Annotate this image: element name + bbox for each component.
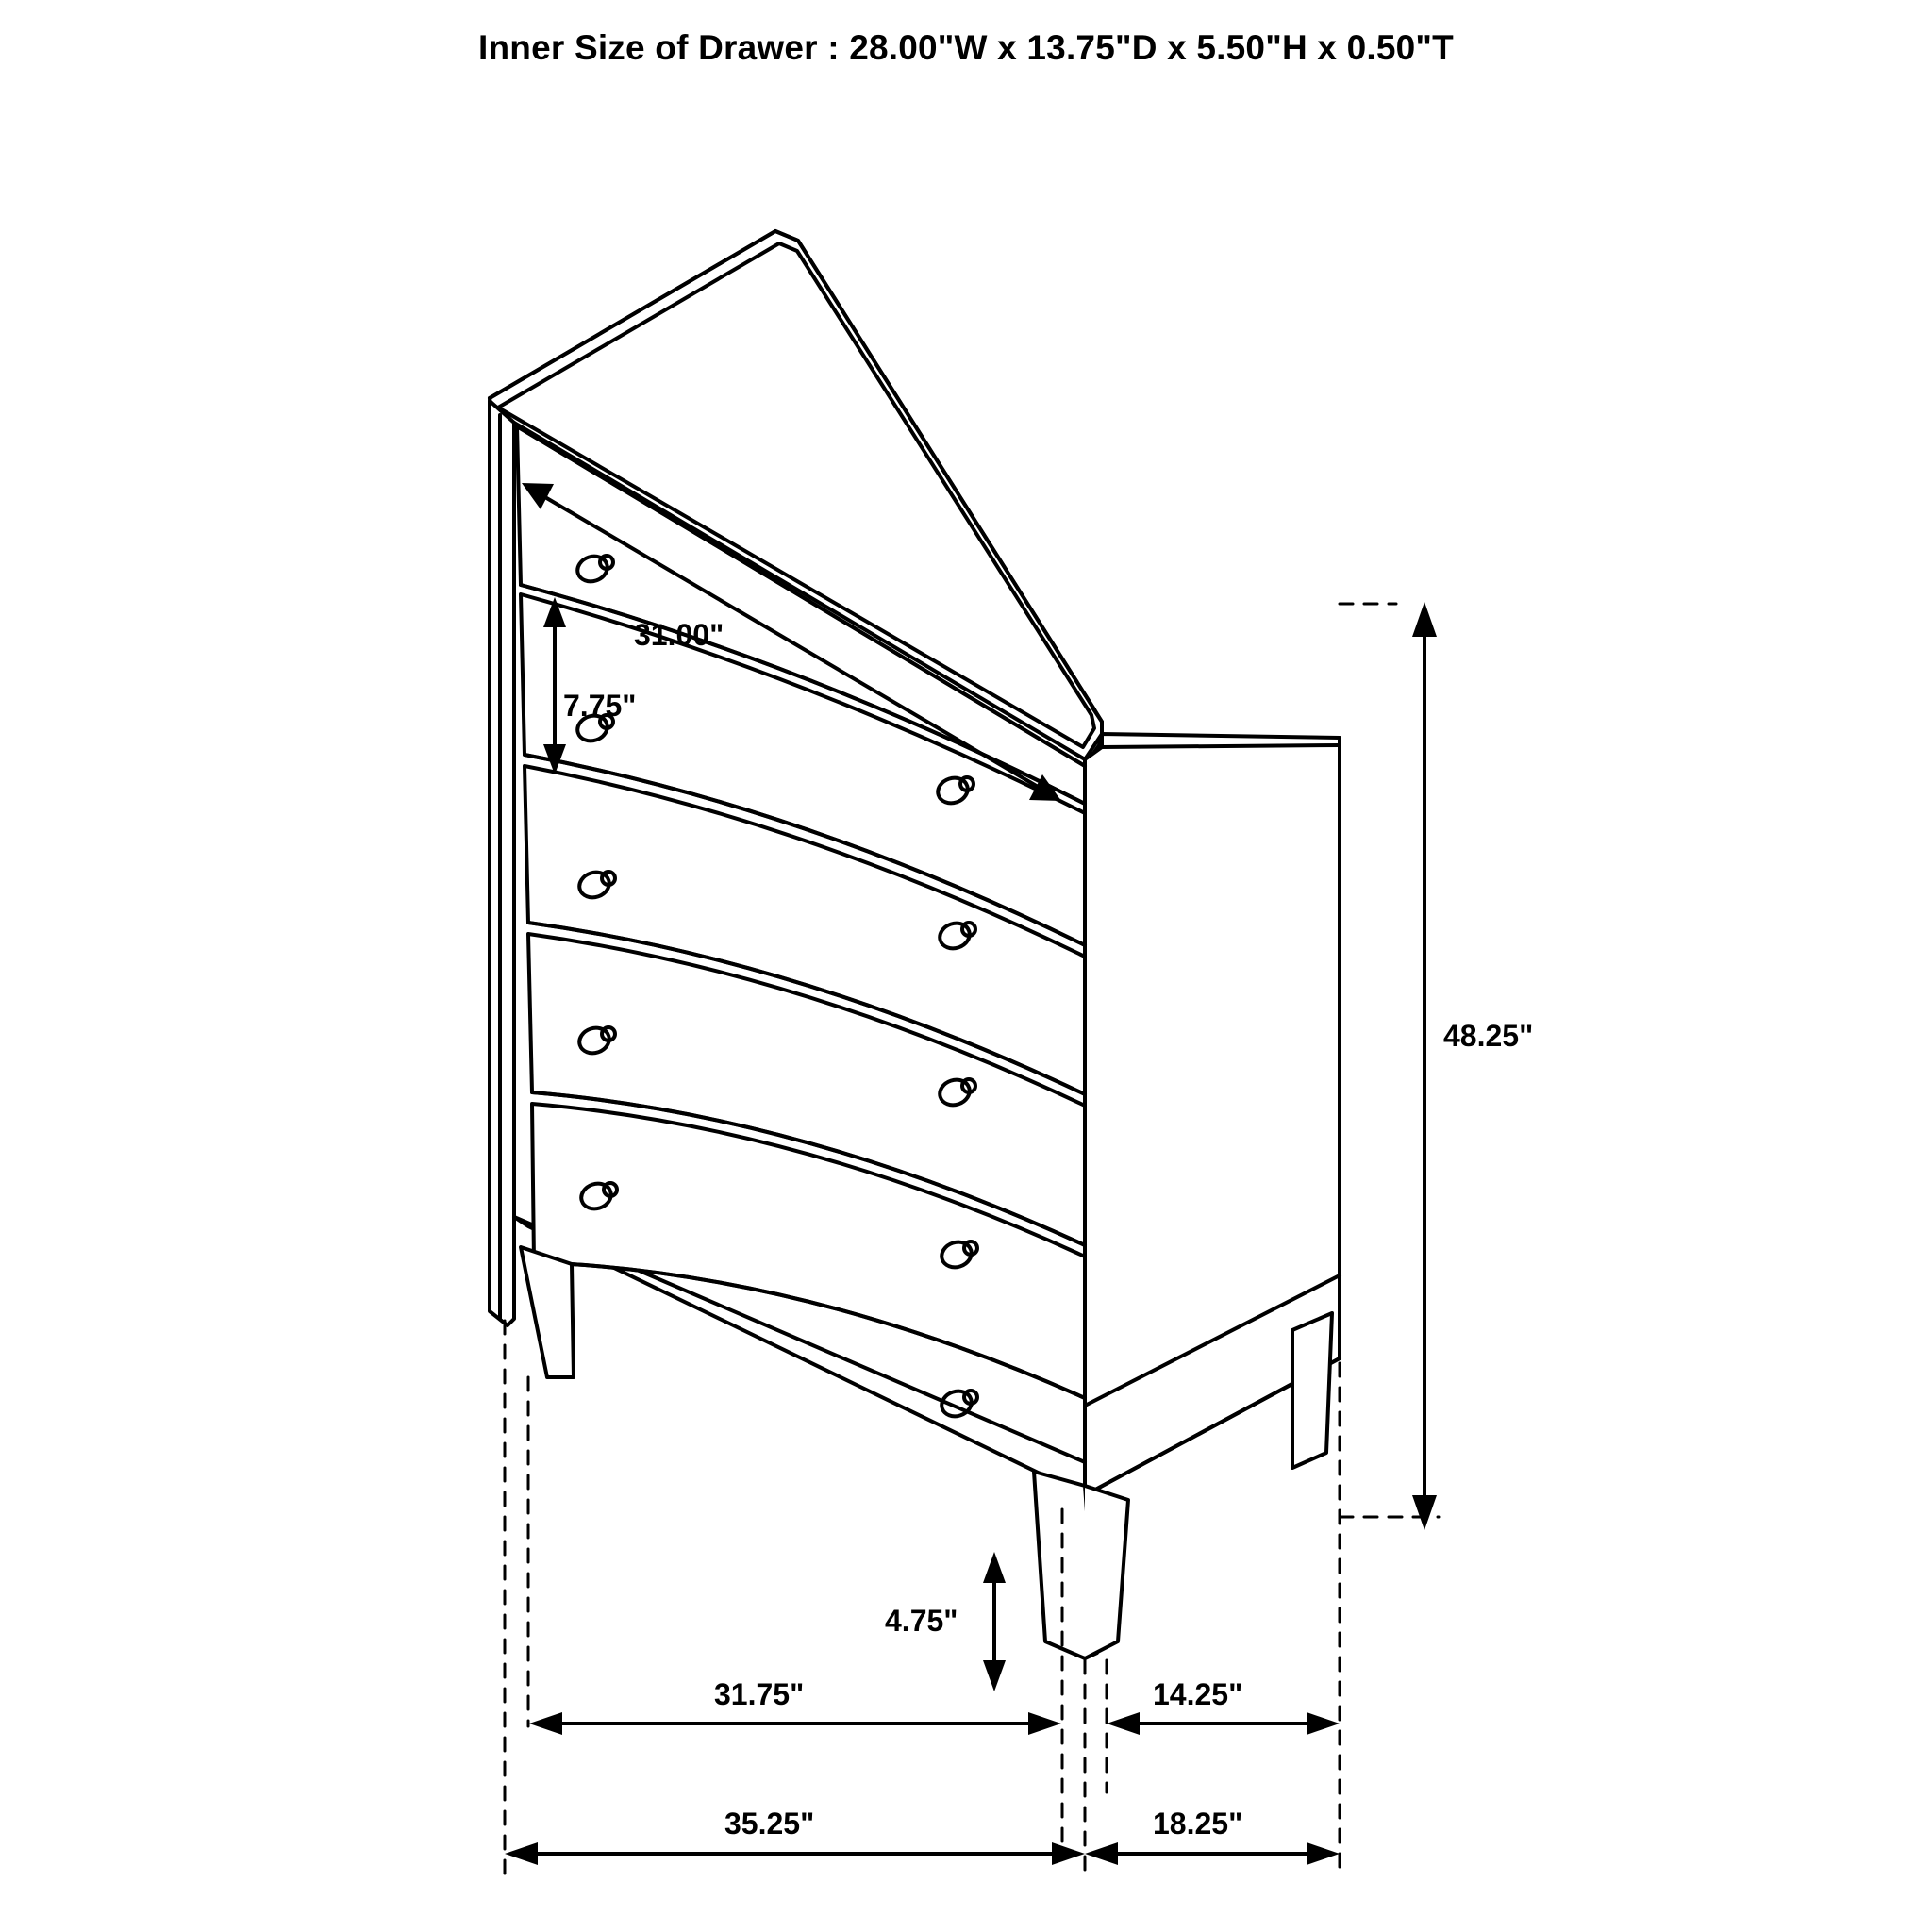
- dimension-label-front-width-inner: 31.75": [714, 1677, 805, 1711]
- dimension-label-side-depth-outer: 18.25": [1153, 1807, 1243, 1840]
- dimension-label-overall-height: 48.25": [1443, 1019, 1534, 1053]
- dimension-leg-height: [983, 1552, 1006, 1691]
- dimension-label-leg-height: 4.75": [885, 1604, 958, 1638]
- dimension-label-drawer-front-height: 7.75": [563, 689, 637, 723]
- dimension-front-width-outer: [505, 1842, 1085, 1865]
- dimension-front-width-inner: [529, 1712, 1061, 1735]
- dimension-overall-height: [1340, 602, 1439, 1530]
- dimension-label-drawer-width: 31.00": [634, 618, 724, 652]
- dimension-side-depth-outer: [1085, 1842, 1340, 1865]
- dimension-label-front-width-outer: 35.25": [724, 1807, 815, 1840]
- chest-left-side-panel: [490, 401, 514, 1325]
- dimension-label-side-depth-inner: 14.25": [1153, 1677, 1243, 1711]
- page-title: Inner Size of Drawer : 28.00"W x 13.75"D x 5.50"H x 0.50"T: [478, 28, 1454, 67]
